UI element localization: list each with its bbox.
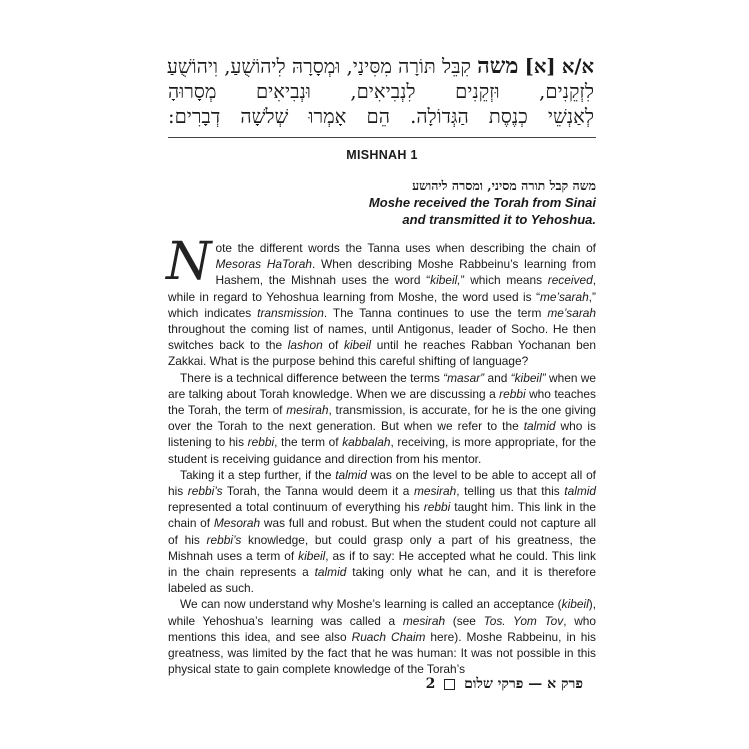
text-run: was full and robust. But when the student could not capture all of his <box>168 516 597 547</box>
text-run: (see <box>445 613 484 628</box>
italic-term: kibeil <box>561 597 589 612</box>
hebrew-line-3: לְאַנְשֵׁי כְנֶסֶת הַגְּדוֹלָה. הֵם אָמְרוּ שְׁלשָׁה דְבָרִים: <box>168 105 594 128</box>
paragraph-1 <box>166 232 597 370</box>
italic-term: Mesoras HaTorah <box>215 257 312 272</box>
footer-book-title: פרקי שלום <box>464 676 524 692</box>
text-run: Torah, the Tanna would deem it a <box>222 484 414 499</box>
divider-rule <box>168 137 596 138</box>
mishnah-reference: א/א <box>561 55 594 78</box>
text-run: ote the different words the Tanna uses when describing the chain of <box>215 241 596 255</box>
text-run: , who mentions this idea, and see also <box>168 613 597 644</box>
italic-term: kibeil, <box>430 273 461 288</box>
italic-term: lashon <box>287 338 323 353</box>
text-run: taking only what he can, and it is therefore labeled as such. <box>168 565 596 596</box>
italic-term: Tos. Yom Tov <box>483 613 564 628</box>
italic-term: “masar” <box>443 370 485 385</box>
quote-english <box>216 194 596 228</box>
italic-term: rebbi’s <box>187 484 223 499</box>
text-run: of <box>322 338 344 353</box>
text-run: was on the level to be able to accept all of his <box>168 467 596 499</box>
text-run: , while in regard to Yehoshua learning from Moshe, the word used is “ <box>168 273 596 304</box>
text-run: knowledge, but could grasp only a part of his greatness, the Mishnah uses a term of <box>168 532 596 563</box>
italic-term: talmid <box>314 565 347 580</box>
quote-hebrew: משה קבל תורה מסיני, ומסרה ליהושע <box>412 178 596 193</box>
italic-term: me’sarah <box>547 305 597 320</box>
hebrew-line-2: לִזְקֵנִים, וּזְקֵנִים לִנְבִיאִים, וּנְבִיאִים מְסָרוּהָ <box>168 80 594 103</box>
footer-dash: — <box>528 676 543 692</box>
italic-term: Ruach Chaim <box>351 629 426 644</box>
italic-term: rebbi’s <box>206 532 242 547</box>
hebrew-line-1-text: קִבֵּל תּוֹרָה מִסִּינַי, וּמְסָרָהּ לִיהוֹשֻׁעַ, וִיהוֹשֻׁעַ <box>166 55 471 78</box>
paragraph-3 <box>168 467 596 597</box>
text-run: represented a total continuum of everything his <box>168 500 424 515</box>
italic-term: rebbi <box>423 500 451 515</box>
quote-english-line-2: and transmitted it to Yehoshua. <box>402 212 596 227</box>
text-run: , receiving, is more appropriate, for the student is receiving guidance and direction from his mentor. <box>168 435 597 466</box>
text-run: Taking it a step further, if the <box>180 467 336 482</box>
text-run: taught him. This link in the chain of <box>168 500 596 531</box>
italic-term: mesirah <box>402 613 446 628</box>
italic-term: talmid <box>564 484 596 499</box>
text-run: . When describing Moshe Rabbeinu’s learning from Hashem, the Mishnah uses the word “ <box>215 257 596 288</box>
text-run: and <box>484 370 511 385</box>
italic-term: mesirah <box>286 403 329 418</box>
text-run: who is listening to his <box>168 419 596 450</box>
box-ornament-icon <box>444 679 455 690</box>
mishnah-lead-word: משה <box>477 53 519 79</box>
text-run: until he reaches Rabban Yochanan ben Zakkai. What is the purpose behind this careful shifting of language? <box>168 338 596 369</box>
paragraph-2 <box>168 370 596 467</box>
text-run: ), while Yehoshua’s learning was called a <box>168 597 596 628</box>
text-run: who teaches the Torah, the term of <box>168 386 596 418</box>
italic-term: “kibeil” <box>510 370 546 385</box>
italic-term: rebbi <box>499 386 526 401</box>
text-run: , transmission, is accurate, for he is the one giving over the Torah to the next generation. But when we refer to the <box>168 403 597 434</box>
text-run: We can now understand why Moshe’s learning is called an acceptance ( <box>180 597 562 612</box>
hebrew-line-1 <box>168 54 594 79</box>
italic-term: kabbalah <box>342 435 391 450</box>
italic-term: transmission <box>257 305 324 320</box>
quote-english-line-1: Moshe received the Torah from Sinai <box>368 195 596 210</box>
text-run: ” which means <box>460 273 548 288</box>
text-run: , as if to say: He accepted what he could. This link in the chain represents a <box>168 548 596 580</box>
italic-term: Mesorah <box>213 516 261 531</box>
mishnah-number: [א] <box>524 55 556 78</box>
italic-term: talmid <box>523 419 556 434</box>
section-heading: MISHNAH 1 <box>346 148 418 162</box>
text-run: , telling us that this <box>456 484 565 499</box>
text-run: . The Tanna continues to use the term <box>323 305 548 320</box>
text-run: , the term of <box>274 435 343 450</box>
drop-cap: N <box>166 232 212 292</box>
page-footer <box>426 676 583 693</box>
commentary-body <box>166 232 597 677</box>
italic-term: talmid <box>335 467 367 482</box>
italic-term: me’sarah <box>540 289 589 304</box>
text-run: ,” which indicates <box>168 289 596 320</box>
italic-term: mesirah <box>413 484 457 499</box>
footer-chapter: פרק א <box>547 676 583 692</box>
hebrew-mishnah-text <box>168 54 594 129</box>
text-run: throughout the coming list of names, until Antigonus, leader of Socho. He then switches back to the <box>168 322 596 353</box>
italic-term: rebbi <box>247 435 275 450</box>
paragraph-4 <box>168 596 596 677</box>
paragraph-1-text <box>166 232 597 369</box>
text-run: There is a technical difference between the terms <box>180 370 444 385</box>
page-number: 2 <box>425 676 436 692</box>
italic-term: received <box>547 273 593 288</box>
italic-term: kibeil <box>298 548 326 563</box>
italic-term: kibeil <box>343 338 372 353</box>
text-run: here). Moshe Rabbeinu, in his greatness, was limited by the fact that he was human: It was not possible in this physical state to gain complete knowledge of the Torah’s <box>168 629 597 677</box>
text-run: when we are talking about Torah knowledge. When we are discussing a <box>168 370 596 401</box>
